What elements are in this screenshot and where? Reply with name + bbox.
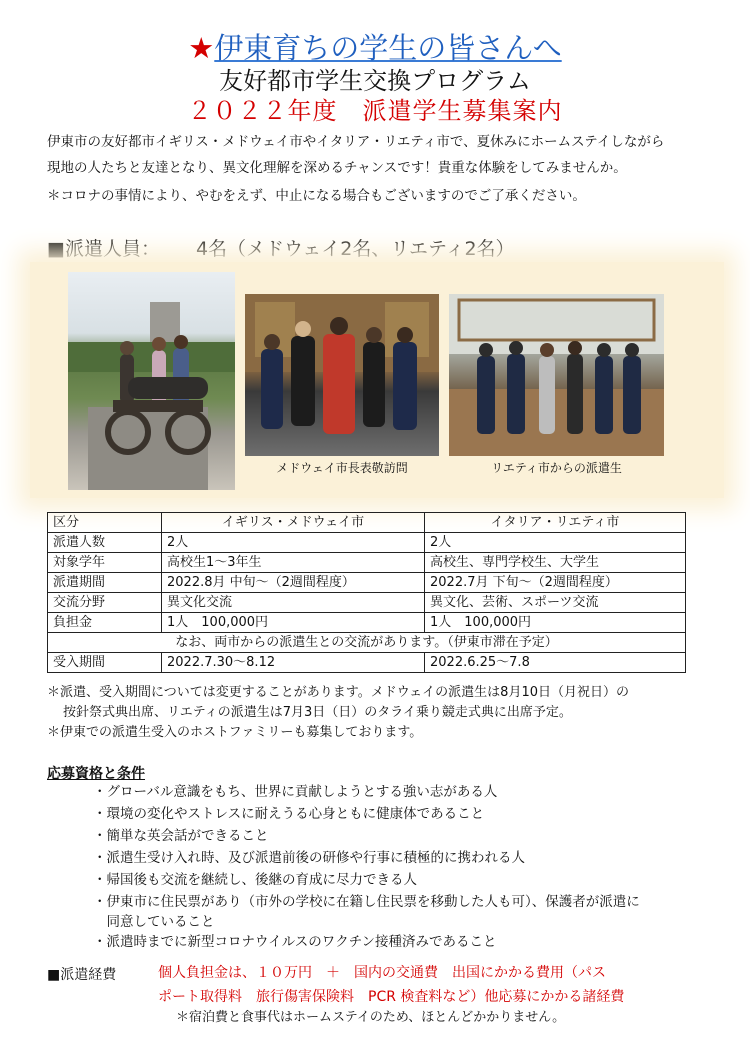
table-header-cell: 区分 (48, 513, 162, 533)
requirement-item: ・伊東市に住民票があり（市外の学校に在籍し住民票を移動した人も可）、保護者が派遣に (93, 894, 640, 910)
table-cell: 高校生、専門学校生、大学生 (425, 553, 686, 573)
table-cell: 高校生1～3年生 (162, 553, 425, 573)
dispatch-label: ■派遣人員： (47, 238, 160, 260)
expenses-note: ＊宿泊費と食事代はホームステイのため、ほとんどかかりません。 (176, 1010, 566, 1025)
table-cell: 派遣期間 (48, 573, 162, 593)
table-header-row (48, 513, 686, 533)
table-cell: 2022.7.30～8.12 (162, 653, 425, 673)
table-cell: 1人 100,000円 (162, 613, 425, 633)
intro-line-3: ＊コロナの事情により、やむをえず、中止になる場合もございますのでご了承ください。 (47, 188, 586, 204)
note-host-family: ＊伊東での派遣生受入のホストファミリーも募集しております。 (47, 725, 423, 740)
table-row (48, 593, 686, 613)
table-header-cell: イギリス・メドウェイ市 (162, 513, 425, 533)
table-note-row (48, 633, 686, 653)
program-subtitle: 友好都市学生交換プログラム (219, 67, 531, 95)
table-cell: 異文化交流 (162, 593, 425, 613)
note-schedule-cont: 按針祭式典出席、リエティの派遣生は7月3日（日）のタライ乗り競走式典に出席予定。 (63, 705, 572, 720)
table-header-cell: イタリア・リエティ市 (425, 513, 686, 533)
photo-rieti-students (449, 294, 664, 456)
photo-students-cannon (68, 272, 235, 490)
table-cell: 対象学年 (48, 553, 162, 573)
main-title-text: 伊東育ちの学生の皆さんへ (214, 31, 562, 65)
table-row (48, 653, 686, 673)
requirement-item: ・派遣時までに新型コロナウイルスのワクチン接種済みであること (93, 934, 497, 950)
intro-line-2: 現地の人たちと友達となり、異文化理解を深めるチャンスです！貴重な体験をしてみませんか。 (47, 160, 627, 176)
requirement-item: 同意していること (93, 914, 215, 930)
requirement-item: ・グローバル意識をもち、世界に貢献しようとする強い志がある人 (93, 784, 498, 800)
table-cell: 2022.7月 下旬～（2週間程度） (425, 573, 686, 593)
table-row (48, 533, 686, 553)
table-cell: 派遣人数 (48, 533, 162, 553)
star-icon: ★ (188, 31, 215, 65)
requirement-item: ・帰国後も交流を継続し、後継の育成に尽力できる人 (93, 872, 417, 888)
main-title (0, 30, 750, 66)
requirement-item: ・派遣生受け入れ時、及び派遣前後の研修や行事に積極的に携われる人 (93, 850, 525, 866)
caption-mayor-visit: メドウェイ市長表敬訪問 (276, 461, 408, 475)
program-table (47, 512, 686, 673)
table-cell: 受入期間 (48, 653, 162, 673)
year-title: ２０２２年度 派遣学生募集案内 (187, 97, 563, 125)
table-cell: 2022.6.25～7.8 (425, 653, 686, 673)
table-cell: 2人 (425, 533, 686, 553)
intro-line-1: 伊東市の友好都市イギリス・メドウェイ市やイタリア・リエティ市で、夏休みにホームステイしながら (47, 134, 665, 150)
photo-mayor-visit (245, 294, 439, 456)
table-cell: 1人 100,000円 (425, 613, 686, 633)
table-cell: 2人 (162, 533, 425, 553)
dispatch-value: 4名（メドウェイ2名、リエティ2名） (195, 238, 515, 260)
table-cell: 交流分野 (48, 593, 162, 613)
table-row (48, 613, 686, 633)
table-row (48, 573, 686, 593)
caption-rieti-students: リエティ市からの派遣生 (491, 461, 622, 475)
expenses-line-1: 個人負担金は、１０万円 ＋ 国内の交通費 出国にかかる費用（パス (158, 965, 606, 981)
note-schedule: ＊派遣、受入期間については変更することがあります。メドウェイの派遣生は8月10日（月祝日）の (47, 685, 629, 700)
requirements-heading: 応募資格と条件 (47, 766, 145, 782)
expenses-line-2: ポート取得料 旅行傷害保険料 PCR 検査料など）他応募にかかる諸経費 (158, 989, 625, 1005)
table-row (48, 553, 686, 573)
requirement-item: ・環境の変化やストレスに耐えうる心身ともに健康体であること (93, 806, 485, 822)
table-cell: 負担金 (48, 613, 162, 633)
table-cell: 2022.8月 中旬～（2週間程度） (162, 573, 425, 593)
requirement-item: ・簡単な英会話ができること (93, 828, 269, 844)
table-note-cell: なお、両市からの派遣生との交流があります。（伊東市滞在予定） (48, 633, 686, 653)
dispatch-count (47, 234, 515, 261)
expenses-label: ■派遣経費 (47, 967, 117, 983)
table-cell: 異文化、芸術、スポーツ交流 (425, 593, 686, 613)
